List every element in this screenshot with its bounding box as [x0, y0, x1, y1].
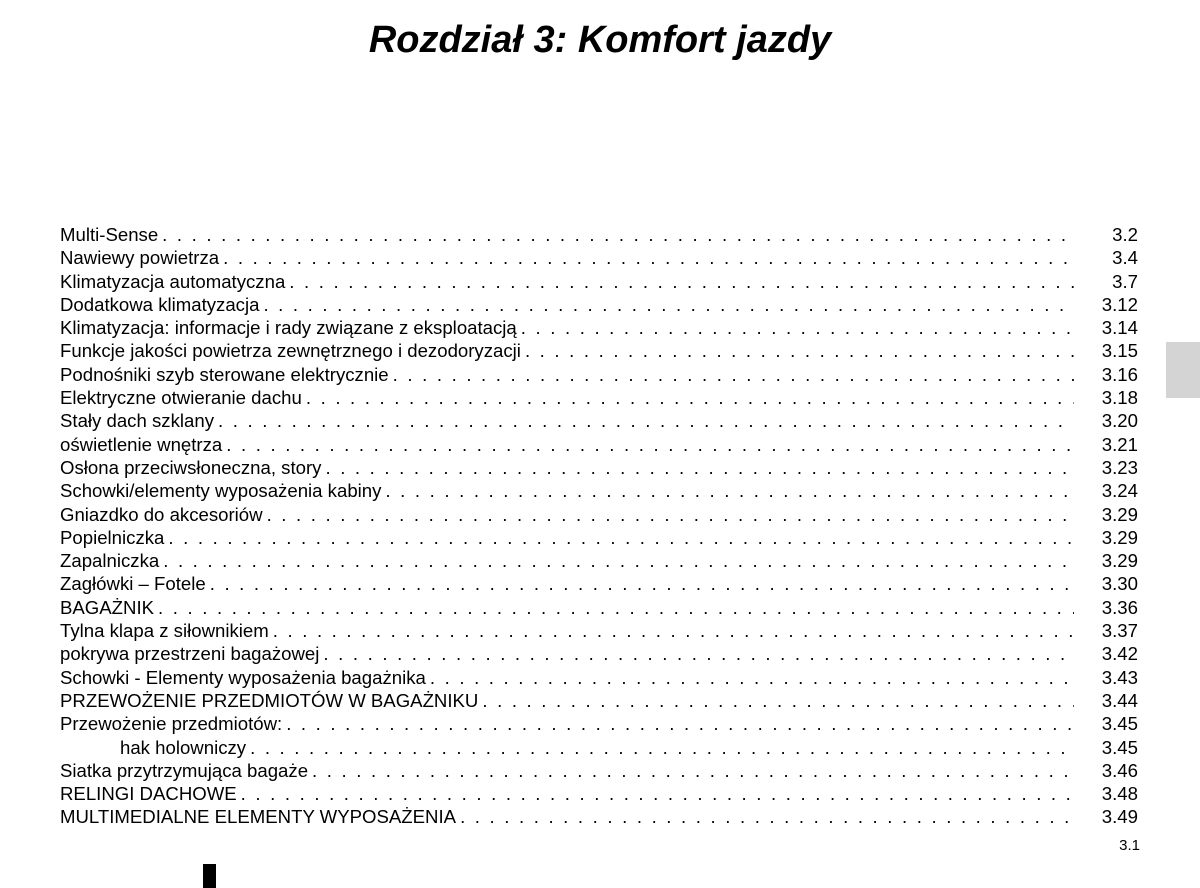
- toc-entry-page: 3.14: [1101, 317, 1138, 339]
- toc-entry-label: Podnośniki szyb sterowane elektrycznie: [60, 363, 389, 385]
- toc-subentry[interactable]: [60, 736, 1138, 759]
- toc-dot-leader: [525, 339, 1074, 362]
- toc-entry-label: Zapalniczka: [60, 550, 160, 572]
- toc-entry-page: 3.45: [1101, 736, 1138, 758]
- toc-dot-leader: [250, 736, 1074, 759]
- chapter-thumb-tab: [1166, 342, 1200, 398]
- toc-entry-page: 3.43: [1101, 666, 1138, 688]
- toc-entry-label: Dodatkowa klimatyzacja: [60, 293, 260, 315]
- page-title: Rozdział 3: Komfort jazdy: [368, 19, 832, 61]
- toc-entry-label: Siatka przytrzymująca bagaże: [60, 759, 309, 781]
- toc-entry-page: 3.21: [1101, 433, 1138, 455]
- toc-entry-page: 3.36: [1101, 596, 1138, 618]
- toc-entry-label: Multi-Sense: [60, 224, 159, 245]
- toc-entry[interactable]: [60, 433, 1138, 456]
- toc-entry-label: Popielniczka: [60, 526, 165, 548]
- toc-entry[interactable]: [60, 759, 1138, 782]
- toc-entry-label: Zagłówki – Fotele: [60, 573, 206, 595]
- toc-entry-page: 3.30: [1101, 573, 1138, 595]
- toc-entry-label: pokrywa przestrzeni bagażowej: [60, 643, 320, 665]
- toc-dot-leader: [430, 666, 1074, 689]
- toc-entry[interactable]: [60, 479, 1138, 502]
- toc-entry-page: 3.4: [1112, 247, 1138, 269]
- toc-entry-label: BAGAŻNIK: [60, 596, 155, 618]
- toc-dot-leader: [163, 549, 1074, 572]
- toc-entry[interactable]: [60, 270, 1138, 293]
- toc-entry-page: 3.45: [1101, 713, 1138, 735]
- toc-entry[interactable]: [60, 316, 1138, 339]
- toc-entry-page: 3.23: [1101, 456, 1138, 478]
- toc-entry[interactable]: [60, 549, 1138, 572]
- toc-entry-page: 3.29: [1101, 503, 1138, 525]
- toc-entry-page: 3.29: [1101, 526, 1138, 548]
- toc-entry-label: Nawiewy powietrza: [60, 247, 220, 269]
- toc-entry-label: Tylna klapa z siłownikiem: [60, 620, 269, 642]
- toc-entry[interactable]: [60, 712, 1138, 735]
- toc-entry[interactable]: [60, 223, 1138, 246]
- toc-entry[interactable]: [60, 782, 1138, 805]
- toc-entry[interactable]: [60, 363, 1138, 386]
- toc-entry-page: 3.46: [1101, 759, 1138, 781]
- toc-entry[interactable]: [60, 572, 1138, 595]
- toc-entry-label: Schowki - Elementy wyposażenia bagażnika: [60, 666, 426, 688]
- toc-dot-leader: [325, 456, 1074, 479]
- toc-dot-leader: [218, 409, 1074, 432]
- toc-entry-label: RELINGI DACHOWE: [60, 783, 237, 805]
- toc-entry-page: 3.2: [1112, 224, 1138, 245]
- toc-entry[interactable]: [60, 689, 1138, 712]
- toc-dot-leader: [168, 526, 1074, 549]
- toc-entry[interactable]: [60, 596, 1138, 619]
- toc-entry-page: 3.20: [1101, 410, 1138, 432]
- toc-dot-leader: [312, 759, 1074, 782]
- toc-dot-leader: [273, 619, 1074, 642]
- toc-entry-page: 3.37: [1101, 620, 1138, 642]
- toc-dot-leader: [263, 293, 1074, 316]
- toc-entry-label: PRZEWOŻENIE PRZEDMIOTÓW W BAGAŻNIKU: [60, 689, 479, 711]
- toc-entry[interactable]: [60, 246, 1138, 269]
- toc-dot-leader: [158, 596, 1074, 619]
- toc-entry-label: Funkcje jakości powietrza zewnętrznego i dezodoryzacji: [60, 340, 521, 362]
- toc-entry[interactable]: [60, 339, 1138, 362]
- toc-dot-leader: [289, 270, 1074, 293]
- toc-entry-page: 3.42: [1101, 643, 1138, 665]
- toc-entry-label: Elektryczne otwieranie dachu: [60, 387, 302, 409]
- toc-dot-leader: [385, 479, 1074, 502]
- toc-entry[interactable]: [60, 503, 1138, 526]
- toc-entry-label: MULTIMEDIALNE ELEMENTY WYPOSAŻENIA: [60, 806, 457, 828]
- toc-dot-leader: [210, 572, 1074, 595]
- toc-dot-leader: [323, 642, 1074, 665]
- toc-entry-label: hak holowniczy: [120, 736, 247, 758]
- table-of-contents: [60, 223, 1138, 829]
- toc-entry[interactable]: [60, 456, 1138, 479]
- toc-entry[interactable]: [60, 666, 1138, 689]
- toc-entry-page: 3.29: [1101, 550, 1138, 572]
- toc-dot-leader: [241, 782, 1074, 805]
- toc-entry-page: 3.49: [1101, 806, 1138, 828]
- toc-dot-leader: [393, 363, 1074, 386]
- toc-entry[interactable]: [60, 526, 1138, 549]
- toc-entry-page: 3.44: [1101, 689, 1138, 711]
- toc-entry-label: Osłona przeciwsłoneczna, story: [60, 456, 322, 478]
- toc-dot-leader: [286, 712, 1074, 735]
- toc-entry[interactable]: [60, 805, 1138, 828]
- toc-dot-leader: [267, 503, 1074, 526]
- toc-entry-page: 3.24: [1101, 480, 1138, 502]
- toc-entry-page: 3.12: [1101, 293, 1138, 315]
- toc-entry[interactable]: [60, 386, 1138, 409]
- toc-entry-page: 3.15: [1101, 340, 1138, 362]
- toc-entry-page: 3.7: [1112, 270, 1138, 292]
- toc-entry[interactable]: [60, 619, 1138, 642]
- page-number: 3.1: [1119, 837, 1140, 854]
- toc-entry-label: Klimatyzacja automatyczna: [60, 270, 286, 292]
- toc-entry-label: Schowki/elementy wyposażenia kabiny: [60, 480, 382, 502]
- toc-entry-page: 3.16: [1101, 363, 1138, 385]
- crop-mark: [203, 864, 216, 888]
- toc-entry-label: Przewożenie przedmiotów:: [60, 713, 283, 735]
- toc-entry-page: 3.48: [1101, 783, 1138, 805]
- toc-dot-leader: [460, 805, 1074, 828]
- toc-entry[interactable]: [60, 293, 1138, 316]
- toc-entry-label: Stały dach szklany: [60, 410, 214, 432]
- toc-entry[interactable]: [60, 642, 1138, 665]
- toc-entry-page: 3.18: [1101, 387, 1138, 409]
- toc-entry-label: Gniazdko do akcesoriów: [60, 503, 263, 525]
- toc-dot-leader: [521, 316, 1074, 339]
- toc-dot-leader: [223, 246, 1074, 269]
- toc-dot-leader: [482, 689, 1074, 712]
- toc-dot-leader: [226, 433, 1074, 456]
- toc-dot-leader: [306, 386, 1074, 409]
- toc-entry-label: oświetlenie wnętrza: [60, 433, 223, 455]
- toc-dot-leader: [162, 223, 1074, 246]
- toc-entry[interactable]: [60, 409, 1138, 432]
- toc-entry-label: Klimatyzacja: informacje i rady związane z eksploatacją: [60, 317, 517, 339]
